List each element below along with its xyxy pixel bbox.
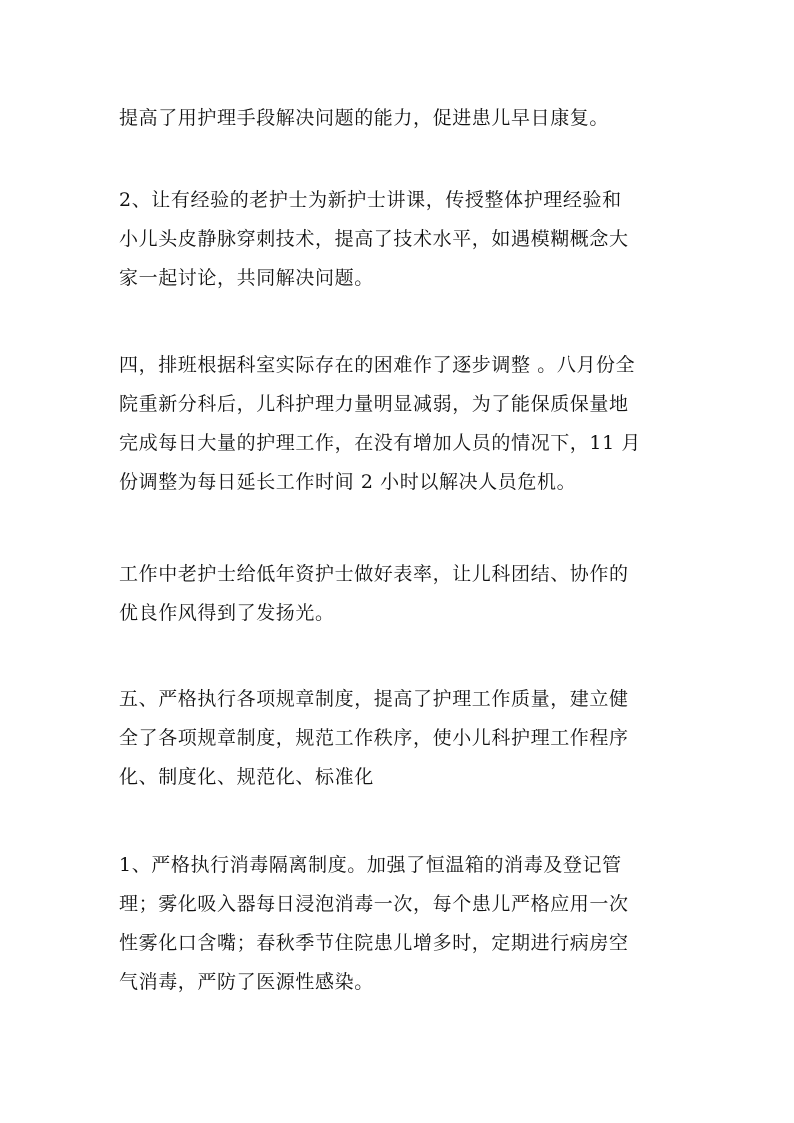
paragraph-line: 院重新分科后，儿科护理力量明显减弱，为了能保质保量地 bbox=[119, 393, 629, 415]
paragraph-line: 家一起讨论，共同解决问题。 bbox=[119, 267, 374, 289]
paragraph-line: 四，排班根据科室实际存在的困难作了逐步调整 。八月份全 bbox=[119, 354, 636, 376]
paragraph-line: 化、制度化、规范化、标准化 bbox=[119, 766, 374, 788]
paragraph-line: 工作中老护士给低年资护士做好表率，让儿科团结、协作的 bbox=[119, 563, 629, 585]
paragraph-6 bbox=[119, 846, 679, 1002]
paragraph-line: 优良作风得到了发扬光。 bbox=[119, 602, 335, 624]
paragraph-line: 五、严格执行各项规章制度，提高了护理工作质量，建立健 bbox=[119, 688, 629, 710]
paragraph-line: 2、让有经验的老护士为新护士讲课，传授整体护理经验和 bbox=[119, 189, 622, 211]
paragraph-3 bbox=[119, 346, 679, 502]
paragraph-line: 份调整为每日延长工作时间 2 小时以解决人员危机。 bbox=[119, 471, 577, 493]
paragraph-line: 1、严格执行消毒隔离制度。加强了恒温箱的消毒及登记管 bbox=[119, 854, 622, 876]
paragraph-2 bbox=[119, 181, 679, 298]
paragraph-line: 理；雾化吸入器每日浸泡消毒一次，每个患儿严格应用一次 bbox=[119, 893, 629, 915]
paragraph-4 bbox=[119, 555, 679, 633]
paragraph-5 bbox=[119, 680, 679, 797]
paragraph-line: 气消毒，严防了医源性感染。 bbox=[119, 971, 374, 993]
paragraph-line: 小儿头皮静脉穿刺技术，提高了技术水平，如遇模糊概念大 bbox=[119, 228, 629, 250]
paragraph-1 bbox=[119, 99, 679, 138]
paragraph-line: 全了各项规章制度，规范工作秩序，使小儿科护理工作程序 bbox=[119, 727, 629, 749]
paragraph-line: 提高了用护理手段解决问题的能力，促进患儿早日康复。 bbox=[119, 107, 610, 129]
paragraph-line: 性雾化口含嘴；春秋季节住院患儿增多时，定期进行病房空 bbox=[119, 932, 629, 954]
paragraph-line: 完成每日大量的护理工作，在没有增加人员的情况下，11 月 bbox=[119, 432, 642, 454]
